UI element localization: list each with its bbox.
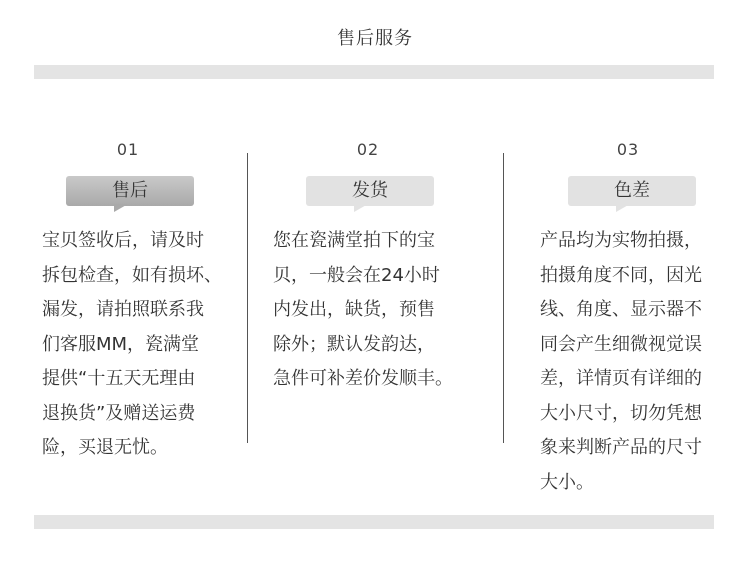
text-line: 退换货”及赠送运费	[42, 402, 196, 424]
text-line: 急件可补差价发顺丰。	[273, 368, 453, 389]
text-line: 您在瓷满堂拍下的宝	[273, 230, 435, 251]
text-line: 拆包检查，如有损坏、	[42, 264, 222, 286]
section-text	[42, 224, 242, 466]
section-number: 01	[116, 140, 140, 159]
column-divider	[503, 153, 504, 443]
section-text	[540, 224, 735, 500]
tag-label: 发货	[352, 180, 388, 201]
text-line: 提供“十五天无理由	[42, 368, 196, 389]
tag-label: 售后	[112, 180, 148, 201]
bottom-divider-band	[34, 515, 714, 529]
column-divider	[247, 153, 248, 443]
text-line: 漏发，请拍照联系我	[42, 299, 204, 320]
text-line: 宝贝签收后，请及时	[42, 230, 204, 251]
text-line: 内发出，缺货，预售	[273, 299, 435, 320]
text-line: 拍摄角度不同，因光	[540, 264, 702, 286]
text-line: 大小。	[540, 471, 594, 493]
text-line: 贝，一般会在24小时	[273, 264, 440, 286]
page-title: 售后服务	[337, 28, 413, 49]
tag-label: 色差	[614, 180, 650, 201]
section-tag	[568, 176, 696, 206]
text-line: 线、角度、显示器不	[540, 299, 702, 320]
section-tag	[66, 176, 194, 206]
text-line: 差，详情页有详细的	[540, 368, 702, 389]
text-line: 险，买退无忧。	[42, 437, 168, 458]
section-number: 02	[356, 140, 380, 159]
text-line: 同会产生细微视觉误	[540, 333, 702, 355]
section-text	[273, 224, 488, 397]
text-line: 大小尺寸，切勿凭想	[540, 402, 702, 424]
text-line: 们客服MM，瓷满堂	[42, 333, 200, 355]
top-divider-band	[34, 65, 714, 79]
text-line: 产品均为实物拍摄，	[540, 230, 702, 251]
section-tag	[306, 176, 434, 206]
text-line: 象来判断产品的尺寸	[540, 437, 702, 458]
section-number: 03	[616, 140, 640, 159]
text-line: 除外；默认发韵达，	[273, 333, 435, 355]
